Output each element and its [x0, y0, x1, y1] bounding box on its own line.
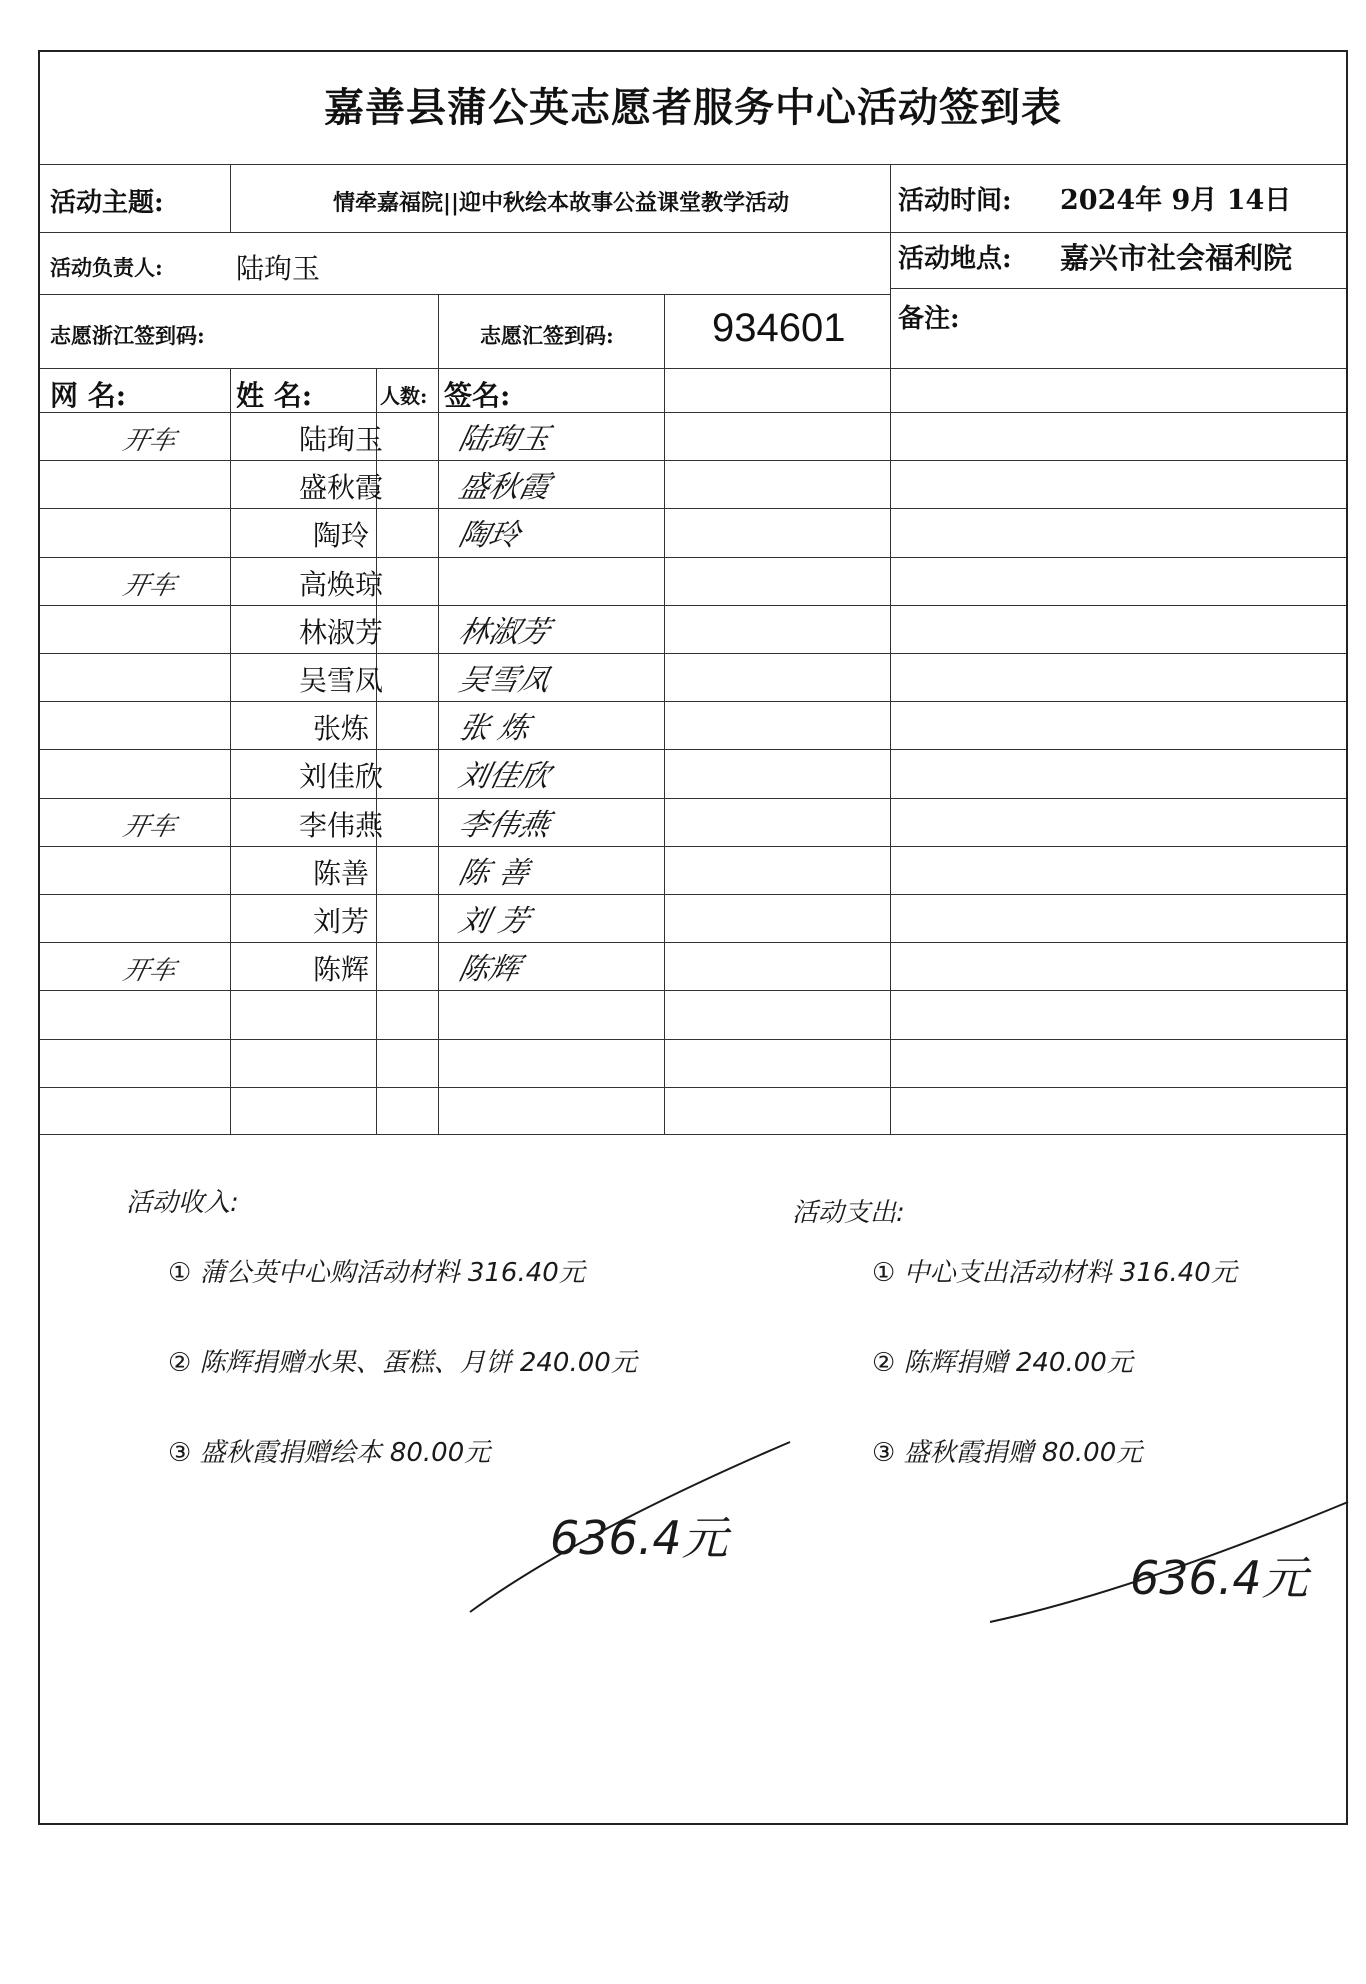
signature-cell: 陈 善	[455, 855, 533, 891]
col-sign-header: 签名:	[444, 379, 511, 412]
participant-name-cell: 陈辉	[312, 953, 369, 987]
net-name-cell: 开车	[120, 956, 179, 987]
signature-cell: 刘 芳	[455, 904, 533, 939]
theme-value: 情牵嘉福院||迎中秋绘本故事公益课堂教学活动	[332, 190, 789, 216]
row-line	[40, 508, 1346, 509]
row-line	[40, 653, 1346, 654]
participant-name-cell: 吴雪凤	[298, 664, 383, 697]
expense-total-stroke	[980, 1472, 1350, 1632]
participant-name-cell: 陈善	[312, 856, 369, 890]
income-total-stroke	[460, 1422, 800, 1622]
sheet-title: 嘉善县蒲公英志愿者服务中心活动签到表	[324, 84, 1062, 131]
income-line: ② 陈辉捐赠水果、蛋糕、月饼 240.00元	[168, 1348, 637, 1378]
row-line	[40, 942, 1346, 943]
divider	[40, 294, 890, 295]
signature-cell: 陈辉	[455, 952, 523, 988]
sign-in-sheet	[38, 50, 1348, 1825]
time-label: 活动时间:	[898, 186, 1012, 216]
divider	[438, 294, 439, 368]
divider	[40, 232, 1346, 233]
remark-label: 备注:	[898, 304, 960, 334]
row-line	[40, 798, 1346, 799]
income-line: ① 蒲公英中心购活动材料 316.40元	[168, 1258, 585, 1288]
row-line	[40, 846, 1346, 847]
signature-cell: 林淑芳	[455, 614, 553, 650]
divider	[230, 368, 231, 1134]
income-total: 636.4元	[550, 1511, 728, 1565]
col-count-header: 人数:	[380, 384, 428, 408]
row-line	[40, 749, 1346, 750]
leader-label: 活动负责人:	[50, 255, 163, 280]
signature-cell: 陆珣玉	[455, 422, 553, 457]
time-value: 2024年 9月 14日	[1060, 185, 1292, 216]
net-name-cell: 开车	[120, 426, 179, 456]
net-name-cell: 开车	[120, 811, 179, 842]
expense-line: ③ 盛秋霞捐赠 80.00元	[872, 1438, 1143, 1468]
col-name-header: 姓 名:	[236, 379, 313, 412]
participant-name-cell: 陶玲	[312, 519, 369, 553]
divider	[40, 164, 1346, 165]
row-line	[40, 894, 1346, 895]
income-heading: 活动收入:	[126, 1188, 239, 1218]
location-label: 活动地点:	[898, 244, 1012, 274]
location-value: 嘉兴市社会福利院	[1060, 241, 1293, 275]
divider	[890, 288, 1346, 289]
participant-name-cell: 高焕琼	[298, 567, 383, 601]
participant-name-cell: 张炼	[312, 712, 369, 746]
expense-heading: 活动支出:	[792, 1198, 905, 1228]
signature-cell: 盛秋霞	[455, 470, 553, 506]
signature-cell: 陶玲	[455, 518, 523, 554]
divider	[664, 294, 665, 1134]
leader-value: 陆珣玉	[236, 252, 321, 285]
participant-name-cell: 刘芳	[312, 905, 369, 938]
net-name-cell: 开车	[120, 570, 179, 601]
expense-line: ① 中心支出活动材料 316.40元	[872, 1258, 1237, 1288]
zj-code-label: 志愿浙江签到码:	[50, 323, 205, 348]
row-line	[40, 460, 1346, 461]
zyh-code-value: 934601	[712, 306, 846, 350]
participant-name-cell: 陆珣玉	[298, 423, 383, 456]
row-line	[40, 557, 1346, 558]
col-net-header: 网 名:	[50, 379, 127, 412]
row-line	[40, 1039, 1346, 1040]
signature-cell: 吴雪凤	[455, 663, 553, 698]
row-line	[40, 605, 1346, 606]
divider	[40, 1134, 1346, 1135]
signature-cell: 李伟燕	[455, 807, 553, 843]
signature-cell: 刘佳欣	[455, 759, 553, 795]
participant-name-cell: 盛秋霞	[298, 471, 383, 505]
divider	[40, 368, 1346, 369]
zyh-code-label: 志愿汇签到码:	[480, 323, 614, 348]
theme-label: 活动主题:	[50, 188, 164, 218]
row-line	[40, 990, 1346, 991]
divider	[230, 164, 231, 232]
row-line	[40, 1087, 1346, 1088]
participant-name-cell: 林淑芳	[298, 615, 383, 649]
signature-cell: 张 炼	[455, 711, 533, 747]
participant-name-cell: 刘佳欣	[298, 760, 383, 794]
income-line: ③ 盛秋霞捐赠绘本 80.00元	[168, 1438, 491, 1468]
expense-total: 636.4元	[1130, 1551, 1308, 1605]
participant-name-cell: 李伟燕	[298, 808, 383, 842]
expense-line: ② 陈辉捐赠 240.00元	[872, 1348, 1133, 1378]
row-line	[40, 701, 1346, 702]
divider	[890, 164, 891, 1134]
